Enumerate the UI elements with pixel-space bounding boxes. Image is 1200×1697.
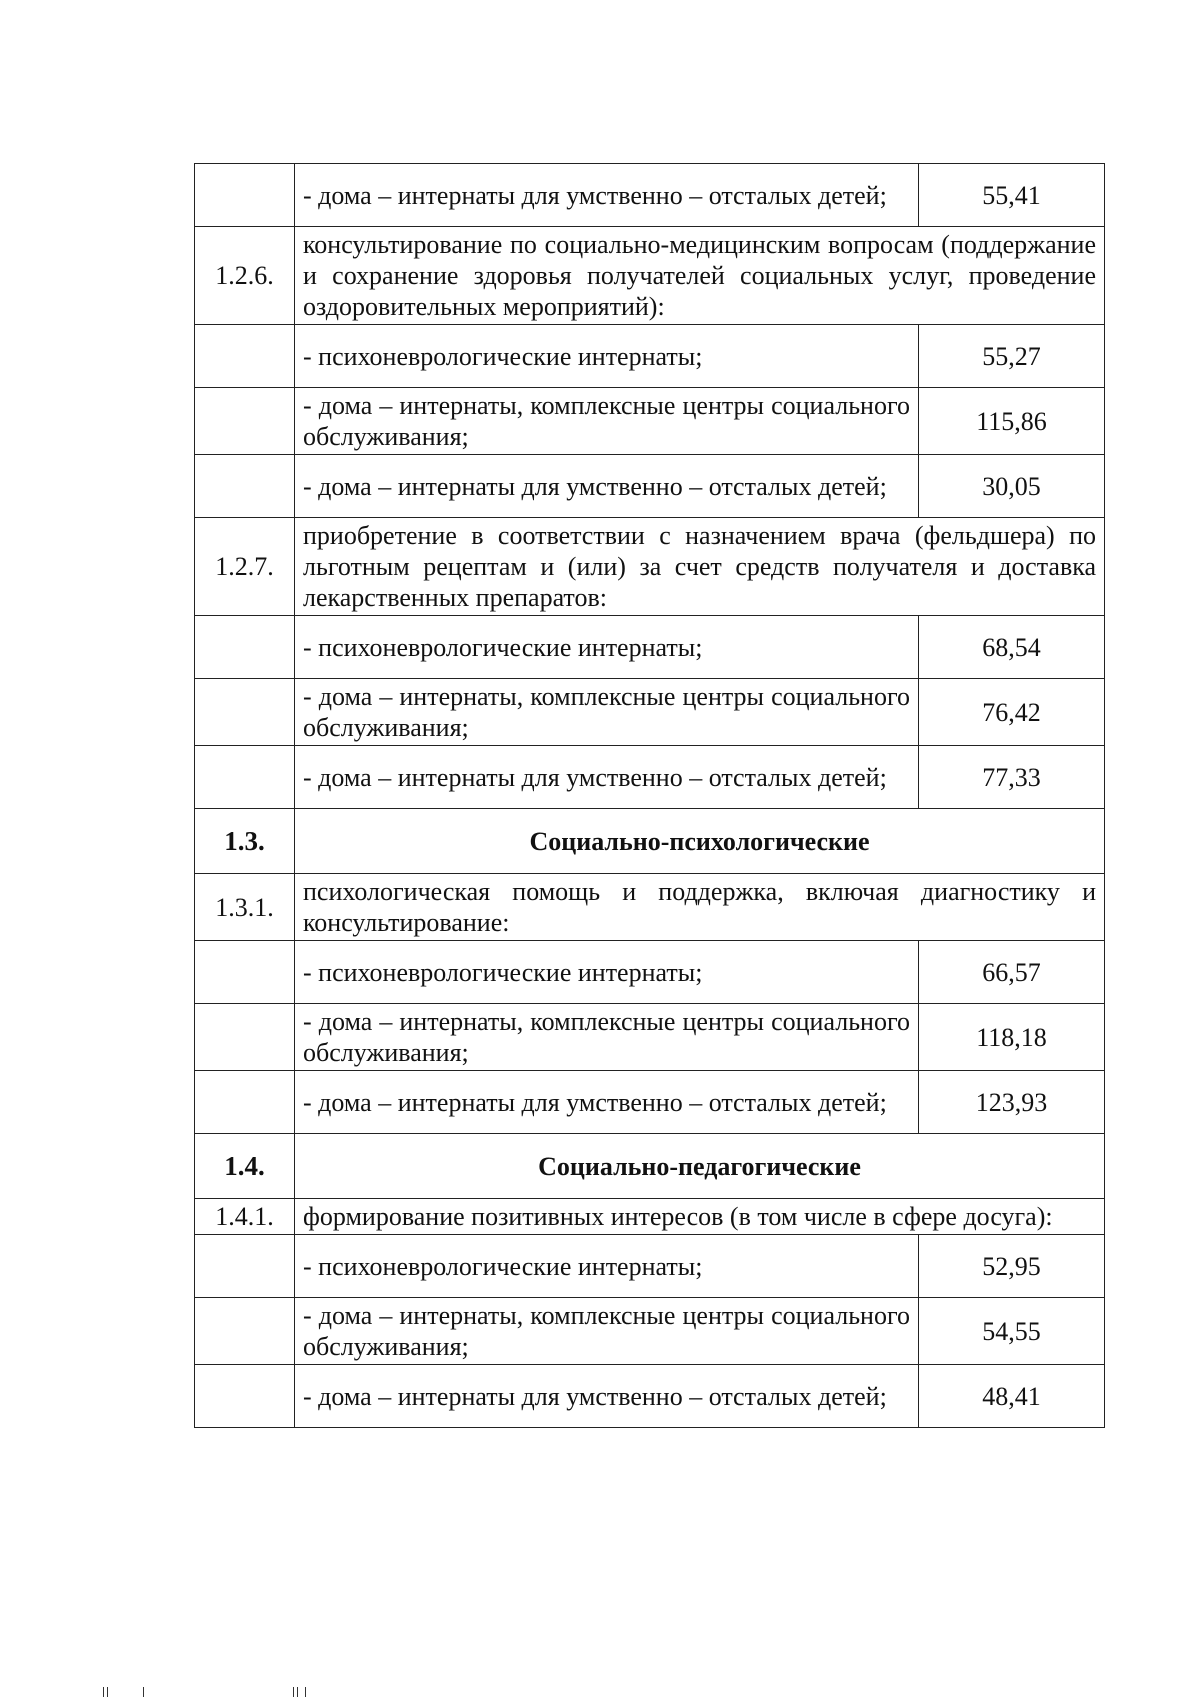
table-row [195, 1298, 1105, 1365]
table-row [195, 227, 1105, 325]
row-code [195, 1298, 295, 1365]
row-description: - дома – интернаты для умственно – отсталых детей; [295, 1365, 919, 1428]
table-row [195, 1004, 1105, 1071]
row-code: 1.2.6. [195, 227, 295, 325]
table-row [195, 941, 1105, 1004]
row-code [195, 746, 295, 809]
row-value: 123,93 [919, 1071, 1105, 1134]
row-description: - дома – интернаты, комплексные центры социального обслуживания; [295, 679, 919, 746]
row-value: 54,55 [919, 1298, 1105, 1365]
row-value: 118,18 [919, 1004, 1105, 1071]
row-description: - психоневрологические интернаты; [295, 941, 919, 1004]
table-row [195, 1235, 1105, 1298]
table-row [195, 1199, 1105, 1235]
row-description: формирование позитивных интересов (в том числе в сфере досуга): [295, 1199, 1105, 1235]
row-value: 30,05 [919, 455, 1105, 518]
section-row [195, 809, 1105, 874]
row-value: 77,33 [919, 746, 1105, 809]
row-description: - дома – интернаты для умственно – отсталых детей; [295, 1071, 919, 1134]
table-row [195, 874, 1105, 941]
row-description: - психоневрологические интернаты; [295, 1235, 919, 1298]
row-code [195, 616, 295, 679]
row-description: - дома – интернаты, комплексные центры социального обслуживания; [295, 388, 919, 455]
row-description: - дома – интернаты, комплексные центры социального обслуживания; [295, 1004, 919, 1071]
row-value: 48,41 [919, 1365, 1105, 1428]
services-tariff-table [194, 163, 1105, 1428]
table-row [195, 518, 1105, 616]
row-value: 68,54 [919, 616, 1105, 679]
row-description: - психоневрологические интернаты; [295, 325, 919, 388]
table-row [195, 325, 1105, 388]
section-title: Социально-педагогические [295, 1134, 1105, 1199]
row-value: 76,42 [919, 679, 1105, 746]
row-code [195, 1235, 295, 1298]
row-code: 1.4.1. [195, 1199, 295, 1235]
row-code [195, 1071, 295, 1134]
row-code: 1.3.1. [195, 874, 295, 941]
row-code [195, 164, 295, 227]
row-description: - дома – интернаты, комплексные центры социального обслуживания; [295, 1298, 919, 1365]
row-code [195, 325, 295, 388]
table-row [195, 455, 1105, 518]
row-description: психологическая помощь и поддержка, включая диагностику и консультирование: [295, 874, 1105, 941]
section-title: Социально-психологические [295, 809, 1105, 874]
section-row [195, 1134, 1105, 1199]
row-code [195, 679, 295, 746]
table-row [195, 1365, 1105, 1428]
row-description: - психоневрологические интернаты; [295, 616, 919, 679]
scan-mark [293, 1687, 294, 1697]
table-row [195, 616, 1105, 679]
section-code: 1.3. [195, 809, 295, 874]
table-row [195, 388, 1105, 455]
row-value: 55,41 [919, 164, 1105, 227]
row-code [195, 1004, 295, 1071]
row-value: 55,27 [919, 325, 1105, 388]
row-description: - дома – интернаты для умственно – отсталых детей; [295, 746, 919, 809]
scan-mark [103, 1687, 104, 1697]
row-description: консультирование по социально-медицинским вопросам (поддержание и сохранение здоровья получателей социальных услуг, проведение оздоровительных мероприятий): [295, 227, 1105, 325]
row-description: - дома – интернаты для умственно – отсталых детей; [295, 455, 919, 518]
scan-mark [297, 1687, 298, 1697]
section-code: 1.4. [195, 1134, 295, 1199]
row-code [195, 1365, 295, 1428]
table-row [195, 164, 1105, 227]
row-code [195, 941, 295, 1004]
table-row [195, 679, 1105, 746]
row-value: 66,57 [919, 941, 1105, 1004]
row-value: 52,95 [919, 1235, 1105, 1298]
row-code [195, 455, 295, 518]
row-value: 115,86 [919, 388, 1105, 455]
scan-mark [305, 1687, 306, 1697]
scan-mark [107, 1687, 108, 1697]
row-description: - дома – интернаты для умственно – отсталых детей; [295, 164, 919, 227]
row-description: приобретение в соответствии с назначением врача (фельдшера) по льготным рецептам и (или) за счет средств получателя и доставка лекарственных препаратов: [295, 518, 1105, 616]
table-row [195, 1071, 1105, 1134]
row-code [195, 388, 295, 455]
table-row [195, 746, 1105, 809]
scan-mark [143, 1687, 144, 1697]
row-code: 1.2.7. [195, 518, 295, 616]
